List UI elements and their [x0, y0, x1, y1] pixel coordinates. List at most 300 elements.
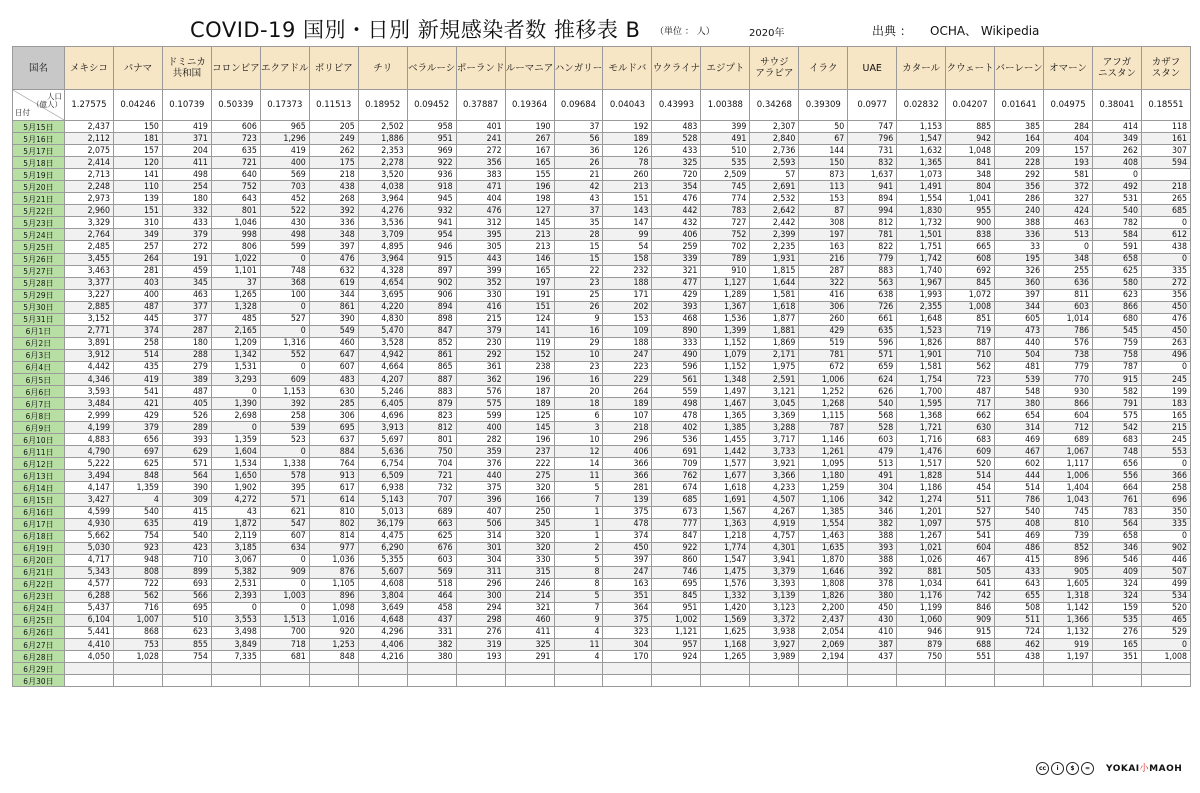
value-cell: 161	[1141, 133, 1190, 145]
value-cell: 265	[1141, 193, 1190, 205]
value-cell: 955	[946, 205, 995, 217]
value-cell	[554, 675, 603, 687]
value-cell: 806	[211, 241, 260, 253]
value-cell: 536	[652, 434, 701, 446]
date-cell: 5月27日	[13, 265, 65, 277]
value-cell: 654	[995, 410, 1044, 422]
value-cell: 770	[1044, 373, 1093, 385]
value-cell: 399	[456, 265, 505, 277]
value-cell: 181	[113, 133, 162, 145]
country-header: メキシコ	[65, 47, 114, 90]
value-cell: 1,501	[897, 229, 946, 241]
population-cell: 0.19364	[505, 90, 554, 121]
value-cell: 4	[554, 626, 603, 638]
value-cell	[260, 663, 309, 675]
value-cell: 847	[407, 325, 456, 337]
value-cell: 716	[113, 602, 162, 614]
value-cell: 3,494	[65, 470, 114, 482]
value-cell: 845	[652, 590, 701, 602]
value-cell: 7	[554, 602, 603, 614]
date-cell: 5月29日	[13, 289, 65, 301]
value-cell: 665	[946, 241, 995, 253]
value-cell: 120	[113, 157, 162, 169]
value-cell: 1,132	[1044, 626, 1093, 638]
date-cell: 6月29日	[13, 663, 65, 675]
value-cell: 230	[456, 337, 505, 349]
value-cell: 656	[113, 434, 162, 446]
value-cell: 1,034	[897, 578, 946, 590]
value-cell: 214	[505, 590, 554, 602]
value-cell: 415	[162, 506, 211, 518]
value-cell: 643	[995, 578, 1044, 590]
value-cell: 3,913	[358, 422, 407, 434]
population-cell: 0.39309	[799, 90, 848, 121]
table-row	[13, 410, 1191, 422]
value-cell: 410	[848, 626, 897, 638]
value-cell: 540	[848, 398, 897, 410]
value-cell: 366	[603, 470, 652, 482]
value-cell: 748	[260, 265, 309, 277]
value-cell: 879	[897, 639, 946, 651]
value-cell: 197	[505, 277, 554, 289]
value-cell: 812	[407, 422, 456, 434]
value-cell: 1,754	[897, 373, 946, 385]
value-cell: 1,872	[211, 518, 260, 530]
value-cell: 514	[113, 349, 162, 361]
value-cell: 4,301	[750, 542, 799, 554]
value-cell: 576	[1044, 337, 1093, 349]
value-cell: 812	[848, 217, 897, 229]
value-cell: 782	[1093, 217, 1142, 229]
country-header: エジプト	[701, 47, 750, 90]
value-cell: 1,554	[799, 518, 848, 530]
date-cell: 6月11日	[13, 446, 65, 458]
value-cell: 1,632	[897, 145, 946, 157]
value-cell: 1,740	[897, 265, 946, 277]
value-cell: 99	[603, 229, 652, 241]
value-cell: 245	[1141, 373, 1190, 385]
value-cell: 7	[554, 494, 603, 506]
value-cell: 458	[407, 602, 456, 614]
value-cell: 1,648	[897, 313, 946, 325]
table-row	[13, 193, 1191, 205]
value-cell	[113, 675, 162, 687]
value-cell: 438	[1141, 241, 1190, 253]
value-cell: 1,475	[701, 566, 750, 578]
value-cell: 4,267	[750, 506, 799, 518]
value-cell: 672	[799, 361, 848, 373]
value-cell: 198	[505, 193, 554, 205]
value-cell: 389	[162, 373, 211, 385]
value-cell: 541	[946, 530, 995, 542]
value-cell: 1,359	[113, 482, 162, 494]
value-cell: 946	[407, 241, 456, 253]
value-cell: 662	[946, 410, 995, 422]
value-cell: 969	[407, 145, 456, 157]
value-cell: 257	[113, 241, 162, 253]
value-cell: 483	[309, 373, 358, 385]
table-row	[13, 265, 1191, 277]
value-cell: 419	[113, 373, 162, 385]
value-cell: 275	[505, 470, 554, 482]
value-cell: 10	[554, 349, 603, 361]
value-cell: 167	[505, 145, 554, 157]
value-cell: 188	[603, 277, 652, 289]
value-cell: 218	[1141, 181, 1190, 193]
value-cell: 1,021	[897, 542, 946, 554]
value-cell: 372	[1044, 181, 1093, 193]
value-cell: 272	[456, 145, 505, 157]
value-cell: 4,930	[65, 518, 114, 530]
value-cell: 608	[946, 253, 995, 265]
table-row	[13, 289, 1191, 301]
value-cell: 1,399	[701, 325, 750, 337]
value-cell: 344	[995, 301, 1044, 313]
value-cell: 304	[456, 554, 505, 566]
value-cell: 1,569	[701, 614, 750, 626]
value-cell: 348	[309, 229, 358, 241]
value-cell: 1,547	[701, 554, 750, 566]
value-cell: 540	[995, 506, 1044, 518]
value-cell: 6,290	[358, 542, 407, 554]
value-cell: 919	[1044, 639, 1093, 651]
value-cell: 599	[456, 410, 505, 422]
value-cell: 1,079	[701, 349, 750, 361]
value-cell: 1,808	[799, 578, 848, 590]
value-cell: 4,410	[65, 639, 114, 651]
value-cell: 153	[603, 313, 652, 325]
value-cell: 822	[848, 241, 897, 253]
value-cell: 469	[995, 530, 1044, 542]
date-cell: 5月30日	[13, 301, 65, 313]
value-cell: 2,248	[65, 181, 114, 193]
value-cell	[701, 663, 750, 675]
value-cell: 764	[309, 458, 358, 470]
value-cell: 561	[652, 373, 701, 385]
value-cell: 4,895	[358, 241, 407, 253]
value-cell: 695	[162, 602, 211, 614]
value-cell: 810	[1044, 518, 1093, 530]
value-cell: 594	[1141, 157, 1190, 169]
date-cell: 6月6日	[13, 386, 65, 398]
value-cell: 380	[995, 398, 1044, 410]
value-cell: 1,828	[897, 470, 946, 482]
value-cell: 3,964	[358, 193, 407, 205]
value-cell: 526	[162, 410, 211, 422]
value-cell: 513	[1044, 229, 1093, 241]
value-cell: 5,246	[358, 386, 407, 398]
value-cell: 3,921	[750, 458, 799, 470]
value-cell: 1,105	[309, 578, 358, 590]
date-cell: 5月28日	[13, 277, 65, 289]
value-cell: 510	[701, 145, 750, 157]
value-cell: 838	[946, 229, 995, 241]
value-cell: 623	[162, 626, 211, 638]
value-cell	[946, 675, 995, 687]
value-cell: 144	[799, 145, 848, 157]
value-cell: 823	[407, 410, 456, 422]
value-cell: 356	[456, 157, 505, 169]
value-cell: 3,649	[358, 602, 407, 614]
value-cell: 754	[162, 651, 211, 663]
value-cell: 306	[309, 410, 358, 422]
value-cell: 1,359	[211, 434, 260, 446]
value-cell: 442	[652, 205, 701, 217]
value-cell: 4,475	[358, 530, 407, 542]
value-cell: 485	[211, 313, 260, 325]
table-row	[13, 494, 1191, 506]
value-cell: 4,296	[358, 626, 407, 638]
value-cell: 619	[309, 277, 358, 289]
table-row	[13, 602, 1191, 614]
value-cell: 3,938	[750, 626, 799, 638]
value-cell: 3,804	[358, 590, 407, 602]
value-cell: 946	[897, 626, 946, 638]
value-cell: 656	[1093, 458, 1142, 470]
date-cell: 6月10日	[13, 434, 65, 446]
value-cell: 3,393	[750, 578, 799, 590]
value-cell: 625	[1093, 265, 1142, 277]
value-cell: 416	[799, 289, 848, 301]
value-cell: 861	[309, 301, 358, 313]
value-cell: 187	[505, 386, 554, 398]
value-cell: 16	[554, 325, 603, 337]
value-cell: 240	[995, 205, 1044, 217]
country-header: クウェート	[946, 47, 995, 90]
population-label-line1: 人口	[47, 92, 62, 101]
value-cell: 2,393	[211, 590, 260, 602]
value-cell: 15	[554, 241, 603, 253]
value-cell: 2,355	[897, 301, 946, 313]
value-cell: 3,553	[211, 614, 260, 626]
value-cell: 223	[603, 361, 652, 373]
value-cell: 498	[260, 229, 309, 241]
value-cell: 634	[260, 542, 309, 554]
value-cell: 189	[505, 398, 554, 410]
value-cell: 932	[407, 205, 456, 217]
table-row	[13, 169, 1191, 181]
value-cell: 658	[1093, 253, 1142, 265]
value-cell: 360	[995, 277, 1044, 289]
value-cell: 2,698	[211, 410, 260, 422]
value-cell: 1,646	[799, 566, 848, 578]
date-cell: 5月16日	[13, 133, 65, 145]
value-cell: 307	[1141, 145, 1190, 157]
value-cell: 196	[505, 373, 554, 385]
value-cell: 514	[946, 470, 995, 482]
value-cell: 405	[162, 398, 211, 410]
value-cell: 1,016	[309, 614, 358, 626]
value-cell: 540	[162, 530, 211, 542]
page-header	[0, 0, 1200, 44]
value-cell: 1,365	[897, 157, 946, 169]
value-cell: 246	[505, 578, 554, 590]
population-cell: 0.18551	[1141, 90, 1190, 121]
value-cell: 1,497	[701, 386, 750, 398]
value-cell: 218	[309, 169, 358, 181]
value-cell: 170	[603, 651, 652, 663]
value-cell: 541	[113, 386, 162, 398]
value-cell: 621	[260, 506, 309, 518]
value-cell	[946, 663, 995, 675]
date-cell: 6月15日	[13, 494, 65, 506]
value-cell: 1,026	[897, 554, 946, 566]
value-cell: 791	[1093, 398, 1142, 410]
value-cell: 4,919	[750, 518, 799, 530]
value-cell: 499	[1141, 578, 1190, 590]
table-body	[13, 121, 1191, 687]
value-cell: 1,732	[897, 217, 946, 229]
value-cell: 5,143	[358, 494, 407, 506]
country-header: カザフ スタン	[1141, 47, 1190, 90]
value-cell: 476	[456, 205, 505, 217]
value-cell	[407, 663, 456, 675]
value-cell: 887	[946, 337, 995, 349]
value-cell: 1,577	[701, 458, 750, 470]
country-header: エクアドル	[260, 47, 309, 90]
value-cell: 4,648	[358, 614, 407, 626]
value-cell: 522	[260, 205, 309, 217]
value-cell: 4,233	[750, 482, 799, 494]
value-cell: 1,117	[1044, 458, 1093, 470]
table-row	[13, 217, 1191, 229]
value-cell: 292	[995, 169, 1044, 181]
value-cell: 250	[505, 506, 554, 518]
value-cell: 2,840	[750, 133, 799, 145]
value-cell: 1,886	[358, 133, 407, 145]
value-cell: 354	[652, 181, 701, 193]
table-row	[13, 373, 1191, 385]
value-cell: 1,463	[799, 530, 848, 542]
value-cell: 468	[652, 313, 701, 325]
value-cell: 20	[554, 386, 603, 398]
value-cell: 2,353	[358, 145, 407, 157]
value-cell: 289	[162, 422, 211, 434]
value-cell: 1,637	[848, 169, 897, 181]
value-cell: 3,964	[358, 253, 407, 265]
value-cell: 4,406	[358, 639, 407, 651]
value-cell: 215	[456, 313, 505, 325]
value-cell	[750, 675, 799, 687]
value-cell: 3,912	[65, 349, 114, 361]
value-cell: 673	[652, 506, 701, 518]
value-cell: 232	[603, 265, 652, 277]
value-cell: 406	[603, 446, 652, 458]
value-cell: 314	[995, 422, 1044, 434]
value-cell: 2,509	[701, 169, 750, 181]
value-cell: 752	[701, 229, 750, 241]
value-cell: 331	[407, 626, 456, 638]
value-cell: 564	[162, 470, 211, 482]
value-cell: 35	[554, 217, 603, 229]
value-cell: 312	[456, 217, 505, 229]
value-cell: 1,072	[946, 289, 995, 301]
date-cell: 6月24日	[13, 602, 65, 614]
value-cell: 685	[652, 494, 701, 506]
table-row	[13, 675, 1191, 687]
value-cell: 366	[603, 458, 652, 470]
value-cell: 3,536	[358, 217, 407, 229]
country-header: ルーマニア	[505, 47, 554, 90]
value-cell: 879	[407, 398, 456, 410]
value-cell: 535	[701, 157, 750, 169]
value-cell: 602	[995, 458, 1044, 470]
value-cell: 603	[407, 554, 456, 566]
value-cell	[995, 675, 1044, 687]
value-cell: 6	[554, 410, 603, 422]
value-cell: 1,197	[1044, 651, 1093, 663]
value-cell: 582	[1093, 386, 1142, 398]
value-cell: 1,455	[701, 434, 750, 446]
value-cell	[407, 675, 456, 687]
value-cell: 936	[407, 169, 456, 181]
value-cell: 3,593	[65, 386, 114, 398]
value-cell: 1,106	[799, 494, 848, 506]
value-cell: 262	[1093, 145, 1142, 157]
value-cell: 539	[260, 422, 309, 434]
value-cell: 0	[211, 602, 260, 614]
population-cell: 0.0977	[848, 90, 897, 121]
value-cell: 26	[554, 301, 603, 313]
value-cell: 738	[1044, 349, 1093, 361]
value-cell: 0	[1141, 253, 1190, 265]
value-cell: 3,139	[750, 590, 799, 602]
value-cell: 688	[946, 639, 995, 651]
value-cell: 153	[799, 193, 848, 205]
value-cell	[652, 675, 701, 687]
value-cell: 707	[407, 494, 456, 506]
value-cell: 531	[1093, 193, 1142, 205]
value-cell: 4,790	[65, 446, 114, 458]
value-cell: 4,442	[65, 361, 114, 373]
value-cell: 0	[211, 386, 260, 398]
population-cell: 0.01641	[995, 90, 1044, 121]
value-cell: 467	[946, 554, 995, 566]
value-cell: 3,372	[750, 614, 799, 626]
value-cell: 1,176	[897, 590, 946, 602]
value-cell: 487	[162, 386, 211, 398]
value-cell: 731	[848, 145, 897, 157]
value-cell: 336	[309, 217, 358, 229]
value-cell: 883	[848, 265, 897, 277]
value-cell: 958	[407, 121, 456, 133]
value-cell: 542	[1093, 422, 1142, 434]
value-cell: 157	[1044, 145, 1093, 157]
date-cell: 6月9日	[13, 422, 65, 434]
value-cell: 508	[995, 602, 1044, 614]
value-cell: 247	[603, 349, 652, 361]
value-cell: 571	[162, 458, 211, 470]
value-cell: 388	[848, 530, 897, 542]
value-cell: 397	[309, 241, 358, 253]
value-cell: 5,013	[358, 506, 407, 518]
value-cell: 726	[848, 301, 897, 313]
value-cell: 377	[162, 313, 211, 325]
value-cell: 2,119	[211, 530, 260, 542]
value-cell: 1,186	[897, 482, 946, 494]
table-row	[13, 458, 1191, 470]
value-cell: 655	[995, 590, 1044, 602]
value-cell: 1,700	[897, 386, 946, 398]
value-cell: 254	[162, 181, 211, 193]
value-cell: 435	[113, 361, 162, 373]
value-cell: 4,207	[358, 373, 407, 385]
date-cell: 5月25日	[13, 241, 65, 253]
value-cell: 0	[1141, 639, 1190, 651]
value-cell	[456, 663, 505, 675]
value-cell: 304	[603, 639, 652, 651]
value-cell: 43	[554, 193, 603, 205]
